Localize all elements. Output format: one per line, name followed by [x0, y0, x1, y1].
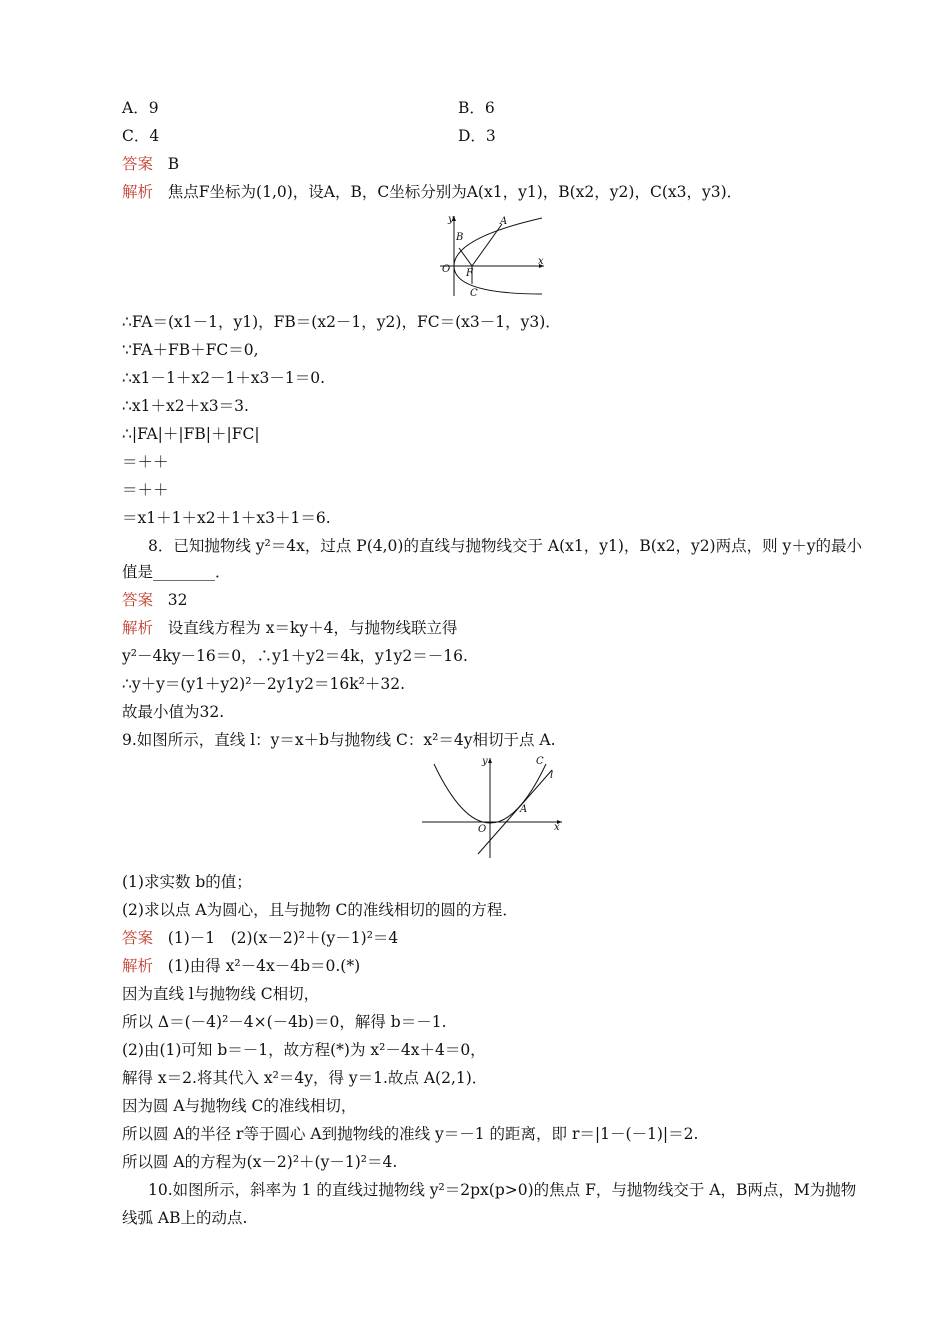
label-y: y [448, 214, 454, 225]
answer-value: 32 [167, 591, 188, 609]
q10-stem-line1: 10.如图所示，斜率为 1 的直线过抛物线 y²＝2px(p>0)的焦点 F，与抛物线交于 A，B两点，M为抛物 [148, 1181, 857, 1199]
q9-step-5: 因为圆 A与抛物线 C的准线相切， [122, 1097, 357, 1115]
q7-option-b: B．6 [458, 99, 495, 117]
q8-analysis-line [122, 618, 457, 638]
label-y: y [482, 756, 488, 767]
q7-step-1: ∴FA＝(x1－1，y1)，FB＝(x2－1，y2)，FC＝(x3－1，y3)． [122, 313, 561, 331]
q9-step-7: 所以圆 A的方程为(x－2)²＋(y－1)²＝4. [122, 1153, 398, 1171]
label-O: O [478, 824, 487, 835]
q7-option-a: A．9 [122, 99, 159, 117]
q8-answer-line [122, 590, 188, 610]
label-A: A [520, 804, 528, 815]
q8-stem-line2: 值是________． [122, 563, 231, 581]
segment-FB [459, 248, 472, 266]
q9-step-6: 所以圆 A的半径 r等于圆心 A到抛物线的准线 y＝－1 的距离，即 r＝|1－(－1)|＝2. [122, 1125, 699, 1143]
q7-step-7: ＝＋＋ [122, 481, 169, 499]
q7-option-c: C．4 [122, 127, 160, 145]
label-l: l [550, 770, 554, 781]
q7-answer-line [122, 154, 179, 174]
q9-step-1: 因为直线 l与抛物线 C相切， [122, 985, 320, 1003]
y-axis-arrow [488, 758, 492, 763]
q9-part-2: (2)求以点 A为圆心，且与抛物 C的准线相切的圆的方程． [122, 901, 518, 919]
q7-step-4: ∴x1＋x2＋x3＝3. [122, 397, 249, 415]
label-O: O [442, 264, 451, 275]
segment-FA [472, 224, 502, 266]
label-F: F [466, 268, 473, 279]
analysis-label: 解析 [122, 957, 154, 975]
q8-step-3: 故最小值为32. [122, 703, 225, 721]
q8-stem-line1: 8．已知抛物线 y²＝4x，过点 P(4,0)的直线与抛物线交于 A(x1，y1)，B(x2，y2)两点，则 y＋y的最小 [148, 537, 863, 555]
label-A: A [500, 216, 508, 227]
q9-step-4: 解得 x＝2.将其代入 x²＝4y，得 y＝1.故点 A(2,1)． [122, 1069, 488, 1087]
q7-parabola-figure [432, 208, 552, 300]
q7-step-6: ＝＋＋ [122, 453, 169, 471]
q7-step-3: ∴x1－1＋x2－1＋x3－1＝0. [122, 369, 326, 387]
q9-tangent-figure [418, 752, 566, 862]
q10-stem-line2: 线弧 AB上的动点. [122, 1209, 248, 1227]
answer-label: 答案 [122, 591, 154, 609]
answer-value: (1)－1 (2)(x－2)²＋(y－1)²＝4 [167, 929, 399, 947]
q7-step-8: ＝x1＋1＋x2＋1＋x3＋1＝6. [122, 509, 331, 527]
label-x: x [538, 256, 544, 267]
q9-stem: 9.如图所示，直线 l：y＝x＋b与抛物线 C：x²＝4y相切于点 A. [122, 731, 556, 749]
tangent-line [478, 770, 552, 854]
analysis-text: 焦点F坐标为(1,0)，设A，B，C坐标分别为A(x1，y1)，B(x2，y2)，C(x3，y3)． [167, 183, 743, 201]
label-B: B [456, 232, 464, 243]
analysis-text: (1)由得 x²－4x－4b＝0.(*) [167, 957, 361, 975]
q9-part-1: (1)求实数 b的值； [122, 873, 252, 891]
q9-step-3: (2)由(1)可知 b＝－1，故方程(*)为 x²－4x＋4＝0， [122, 1041, 486, 1059]
q8-step-1: y²－4ky－16＝0，∴y1＋y2＝4k，y1y2＝－16. [122, 647, 468, 665]
answer-value: B [167, 155, 180, 173]
q7-analysis-line [122, 182, 742, 202]
analysis-text: 设直线方程为 x＝ky＋4，与抛物线联立得 [167, 619, 458, 637]
analysis-label: 解析 [122, 619, 154, 637]
q9-step-2: 所以 Δ＝(－4)²－4×(－4b)＝0，解得 b＝－1. [122, 1013, 447, 1031]
answer-label: 答案 [122, 929, 154, 947]
q7-option-d: D．3 [458, 127, 496, 145]
label-C: C [470, 288, 478, 299]
q9-analysis-line [122, 956, 360, 976]
q7-step-5: ∴|FA|＋|FB|＋|FC| [122, 425, 260, 443]
label-C: C [536, 756, 544, 767]
label-x: x [554, 822, 560, 833]
q8-step-2: ∴y＋y＝(y1＋y2)²－2y1y2＝16k²＋32. [122, 675, 405, 693]
answer-label: 答案 [122, 155, 154, 173]
q7-step-2: ∵FA＋FB＋FC＝0, [122, 341, 259, 359]
analysis-label: 解析 [122, 183, 154, 201]
q9-answer-line [122, 928, 398, 948]
